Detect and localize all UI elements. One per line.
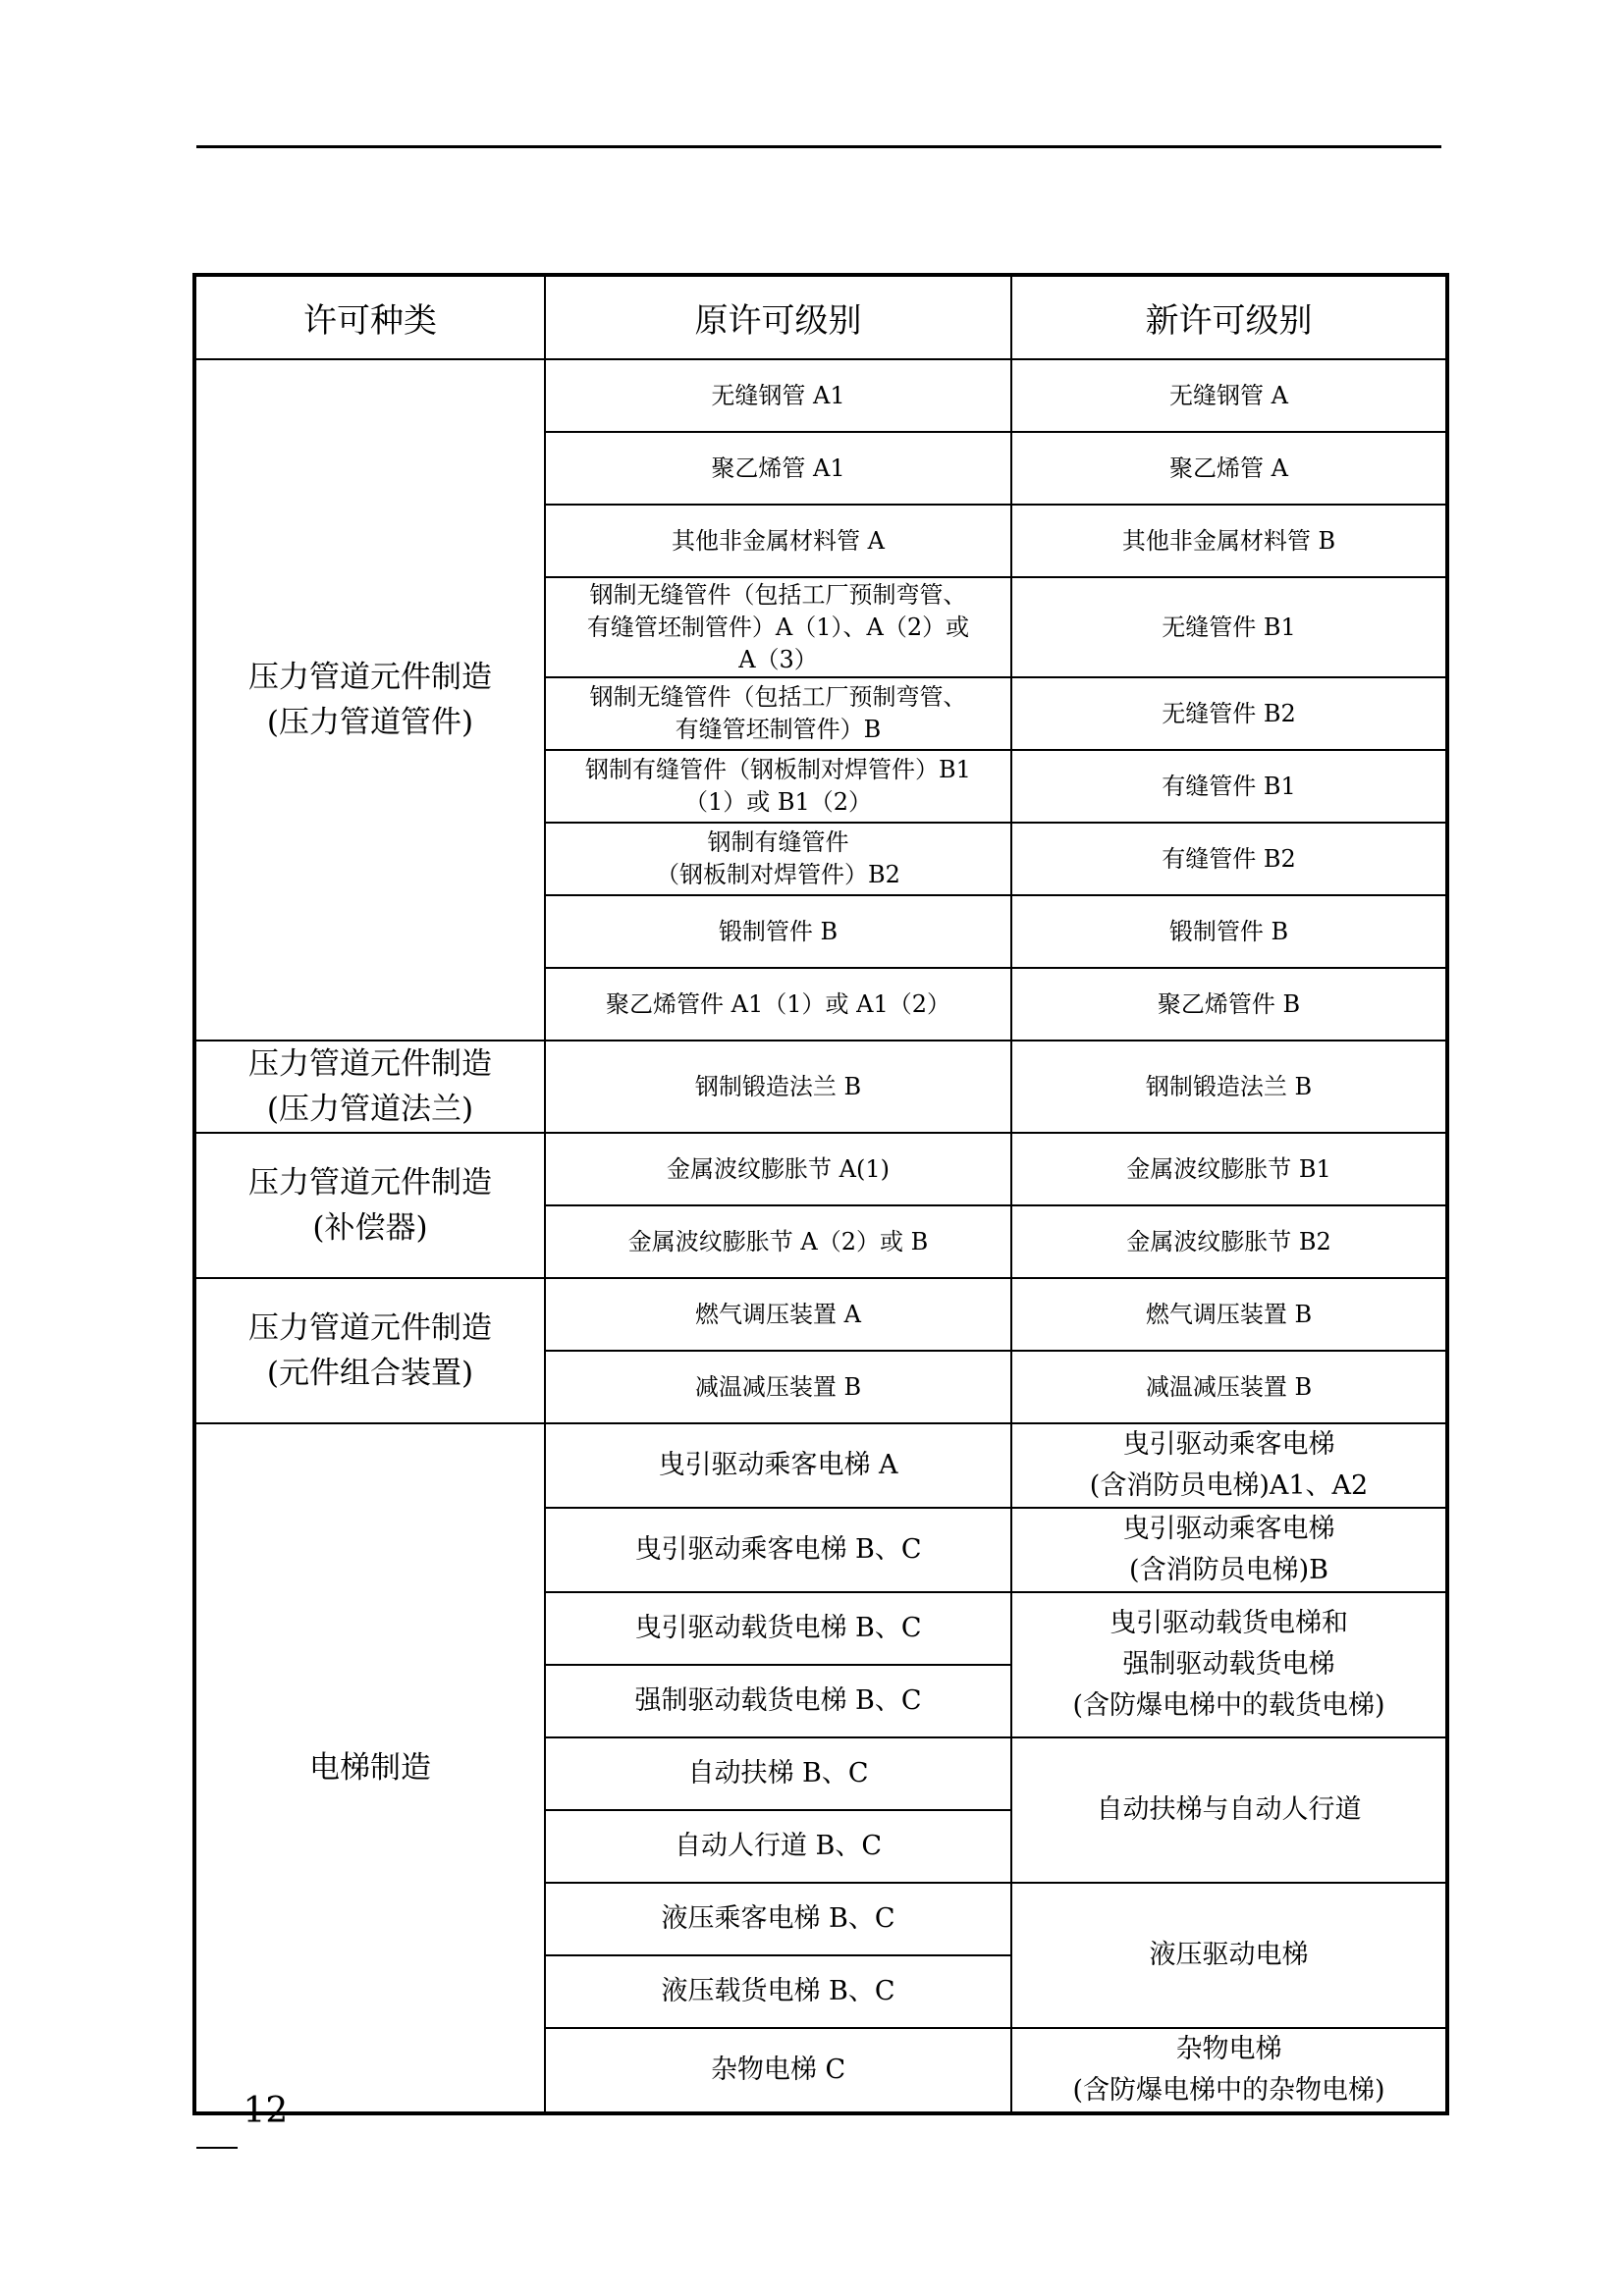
category-cell-assembly <box>194 1278 545 1423</box>
header-new-level: 新许可级别 <box>1011 275 1447 359</box>
new-level-line: (含消防员电梯)A1、A2 <box>1089 1470 1369 1501</box>
new-level-line: 液压驱动电梯 <box>1149 1940 1309 1970</box>
old-level-line: 曳引驱动乘客电梯 A <box>658 1450 898 1480</box>
old-level-cell <box>545 1592 1011 1665</box>
new-level-line: 钢制锻造法兰 B <box>1145 1072 1313 1100</box>
new-level-cell <box>1011 432 1447 505</box>
old-level-line: 钢制有缝管件（钢板制对焊管件）B1 <box>585 756 971 783</box>
new-level-cell <box>1011 1351 1447 1423</box>
old-level-line: 曳引驱动乘客电梯 B、C <box>634 1534 922 1565</box>
new-level-line: (含防爆电梯中的杂物电梯) <box>1072 2075 1385 2106</box>
new-level-cell <box>1011 1278 1447 1351</box>
new-level-line: 无缝管件 B1 <box>1162 613 1296 641</box>
new-level-line: 曳引驱动乘客电梯 <box>1122 1514 1335 1544</box>
header-permit-type: 许可种类 <box>194 275 545 359</box>
new-level-line: 杂物电梯 <box>1175 2034 1282 2064</box>
old-level-cell <box>545 577 1011 677</box>
new-level-line: 无缝钢管 A <box>1169 381 1288 409</box>
old-level-cell <box>545 1133 1011 1205</box>
new-level-cell <box>1011 1737 1447 1883</box>
new-level-line: 聚乙烯管件 B <box>1157 989 1301 1018</box>
old-level-cell <box>545 1351 1011 1423</box>
old-level-line: 液压乘客电梯 B、C <box>661 1903 895 1934</box>
old-level-line: 金属波纹膨胀节 A(1) <box>667 1154 890 1183</box>
new-level-line: 曳引驱动载货电梯和 <box>1110 1608 1348 1638</box>
new-level-cell <box>1011 505 1447 577</box>
new-level-line: 曳引驱动乘客电梯 <box>1122 1429 1335 1460</box>
new-level-cell <box>1011 359 1447 432</box>
new-level-line: 减温减压装置 B <box>1145 1372 1313 1401</box>
new-level-cell <box>1011 577 1447 677</box>
footer-underline <box>196 2147 238 2149</box>
category-line: 电梯制造 <box>309 1750 431 1786</box>
new-level-cell <box>1011 1592 1447 1737</box>
old-level-cell <box>545 2028 1011 2113</box>
old-level-line: 其他非金属材料管 A <box>672 526 885 555</box>
new-level-cell <box>1011 1883 1447 2028</box>
page-number: — 12 — <box>196 2091 335 2131</box>
category-line: (补偿器) <box>312 1210 428 1246</box>
old-level-line: 自动扶梯 B、C <box>687 1758 869 1789</box>
category-cell-compensator <box>194 1133 545 1278</box>
old-level-line: 钢制无缝管件（包括工厂预制弯管、 <box>589 580 967 609</box>
old-level-line: A（3） <box>738 645 818 673</box>
old-level-cell <box>545 895 1011 968</box>
old-level-cell <box>545 1810 1011 1883</box>
old-level-line: 锻制管件 B <box>718 917 839 945</box>
old-level-line: 有缝管坯制管件）B <box>675 716 882 743</box>
category-line: (压力管道法兰) <box>266 1092 474 1127</box>
old-level-line: 杂物电梯 C <box>710 2055 846 2085</box>
new-level-cell <box>1011 1041 1447 1133</box>
new-level-line: 聚乙烯管 A <box>1169 454 1288 482</box>
old-level-line: 自动人行道 B、C <box>674 1831 883 1861</box>
old-level-cell <box>545 1508 1011 1592</box>
old-level-cell <box>545 968 1011 1041</box>
table-row <box>194 1278 1447 1351</box>
new-level-line: 强制驱动载货电梯 <box>1122 1649 1335 1680</box>
old-level-line: 燃气调压装置 A <box>695 1300 861 1328</box>
old-level-line: 金属波纹膨胀节 A（2）或 B <box>627 1227 929 1255</box>
old-level-line: 钢制无缝管件（包括工厂预制弯管、 <box>589 683 967 711</box>
new-level-line: (含防爆电梯中的载货电梯) <box>1072 1690 1385 1721</box>
old-level-cell <box>545 1205 1011 1278</box>
header-rule <box>196 145 1441 148</box>
table-row <box>194 359 1447 432</box>
category-line: (元件组合装置) <box>266 1356 474 1391</box>
old-level-cell <box>545 1041 1011 1133</box>
new-level-cell <box>1011 677 1447 750</box>
new-level-cell <box>1011 823 1447 895</box>
old-level-cell <box>545 359 1011 432</box>
old-level-line: （1）或 B1（2） <box>683 788 873 816</box>
category-cell-elevator <box>194 1423 545 2113</box>
old-level-line: 强制驱动载货电梯 B、C <box>634 1685 922 1716</box>
old-level-line: 无缝钢管 A1 <box>711 381 845 409</box>
new-level-cell <box>1011 895 1447 968</box>
new-level-cell <box>1011 2028 1447 2113</box>
new-level-cell <box>1011 1133 1447 1205</box>
permit-level-table <box>192 273 1449 2115</box>
table-row <box>194 1423 1447 1508</box>
new-level-cell <box>1011 1423 1447 1508</box>
new-level-line: 其他非金属材料管 B <box>1121 526 1336 555</box>
table-header-row <box>194 275 1447 359</box>
old-level-cell <box>545 750 1011 823</box>
category-cell-flanges <box>194 1041 545 1133</box>
new-level-line: 无缝管件 B2 <box>1162 699 1296 727</box>
category-line: 压力管道元件制造 <box>248 1165 492 1201</box>
old-level-cell <box>545 1883 1011 1955</box>
new-level-line: (含消防员电梯)B <box>1129 1555 1328 1585</box>
old-level-line: 减温减压装置 B <box>694 1372 862 1401</box>
new-level-cell <box>1011 1205 1447 1278</box>
new-level-line: 金属波纹膨胀节 B2 <box>1126 1227 1331 1255</box>
old-level-cell <box>545 1278 1011 1351</box>
old-level-line: 钢制有缝管件 <box>707 828 849 856</box>
old-level-line: 有缝管坯制管件）A（1）、A（2）或 <box>586 613 970 641</box>
old-level-cell <box>545 677 1011 750</box>
old-level-cell <box>545 505 1011 577</box>
old-level-line: 液压载货电梯 B、C <box>661 1976 895 2006</box>
new-level-line: 金属波纹膨胀节 B1 <box>1126 1154 1331 1183</box>
category-line: 压力管道元件制造 <box>248 660 492 695</box>
table-row <box>194 1041 1447 1133</box>
old-level-line: 聚乙烯管件 A1（1）或 A1（2） <box>606 989 950 1018</box>
old-level-line: 曳引驱动载货电梯 B、C <box>634 1613 922 1643</box>
new-level-line: 燃气调压装置 B <box>1145 1300 1313 1328</box>
old-level-line: （钢板制对焊管件）B2 <box>656 861 900 888</box>
old-level-cell <box>545 1423 1011 1508</box>
old-level-cell <box>545 1665 1011 1737</box>
old-level-cell <box>545 823 1011 895</box>
new-level-cell <box>1011 750 1447 823</box>
old-level-line: 聚乙烯管 A1 <box>711 454 845 482</box>
old-level-cell <box>545 1737 1011 1810</box>
new-level-line: 自动扶梯与自动人行道 <box>1096 1794 1362 1825</box>
header-original-level: 原许可级别 <box>545 275 1011 359</box>
new-level-line: 有缝管件 B1 <box>1162 772 1296 800</box>
table-row <box>194 1133 1447 1205</box>
new-level-cell <box>1011 1508 1447 1592</box>
new-level-cell <box>1011 968 1447 1041</box>
new-level-line: 锻制管件 B <box>1168 917 1289 945</box>
category-line: (压力管道管件) <box>266 705 474 740</box>
old-level-cell <box>545 1955 1011 2028</box>
category-cell-pipe-fittings <box>194 359 545 1041</box>
category-line: 压力管道元件制造 <box>248 1046 492 1082</box>
old-level-cell <box>545 432 1011 505</box>
new-level-line: 有缝管件 B2 <box>1162 844 1296 873</box>
old-level-line: 钢制锻造法兰 B <box>694 1072 862 1100</box>
category-line: 压力管道元件制造 <box>248 1310 492 1346</box>
